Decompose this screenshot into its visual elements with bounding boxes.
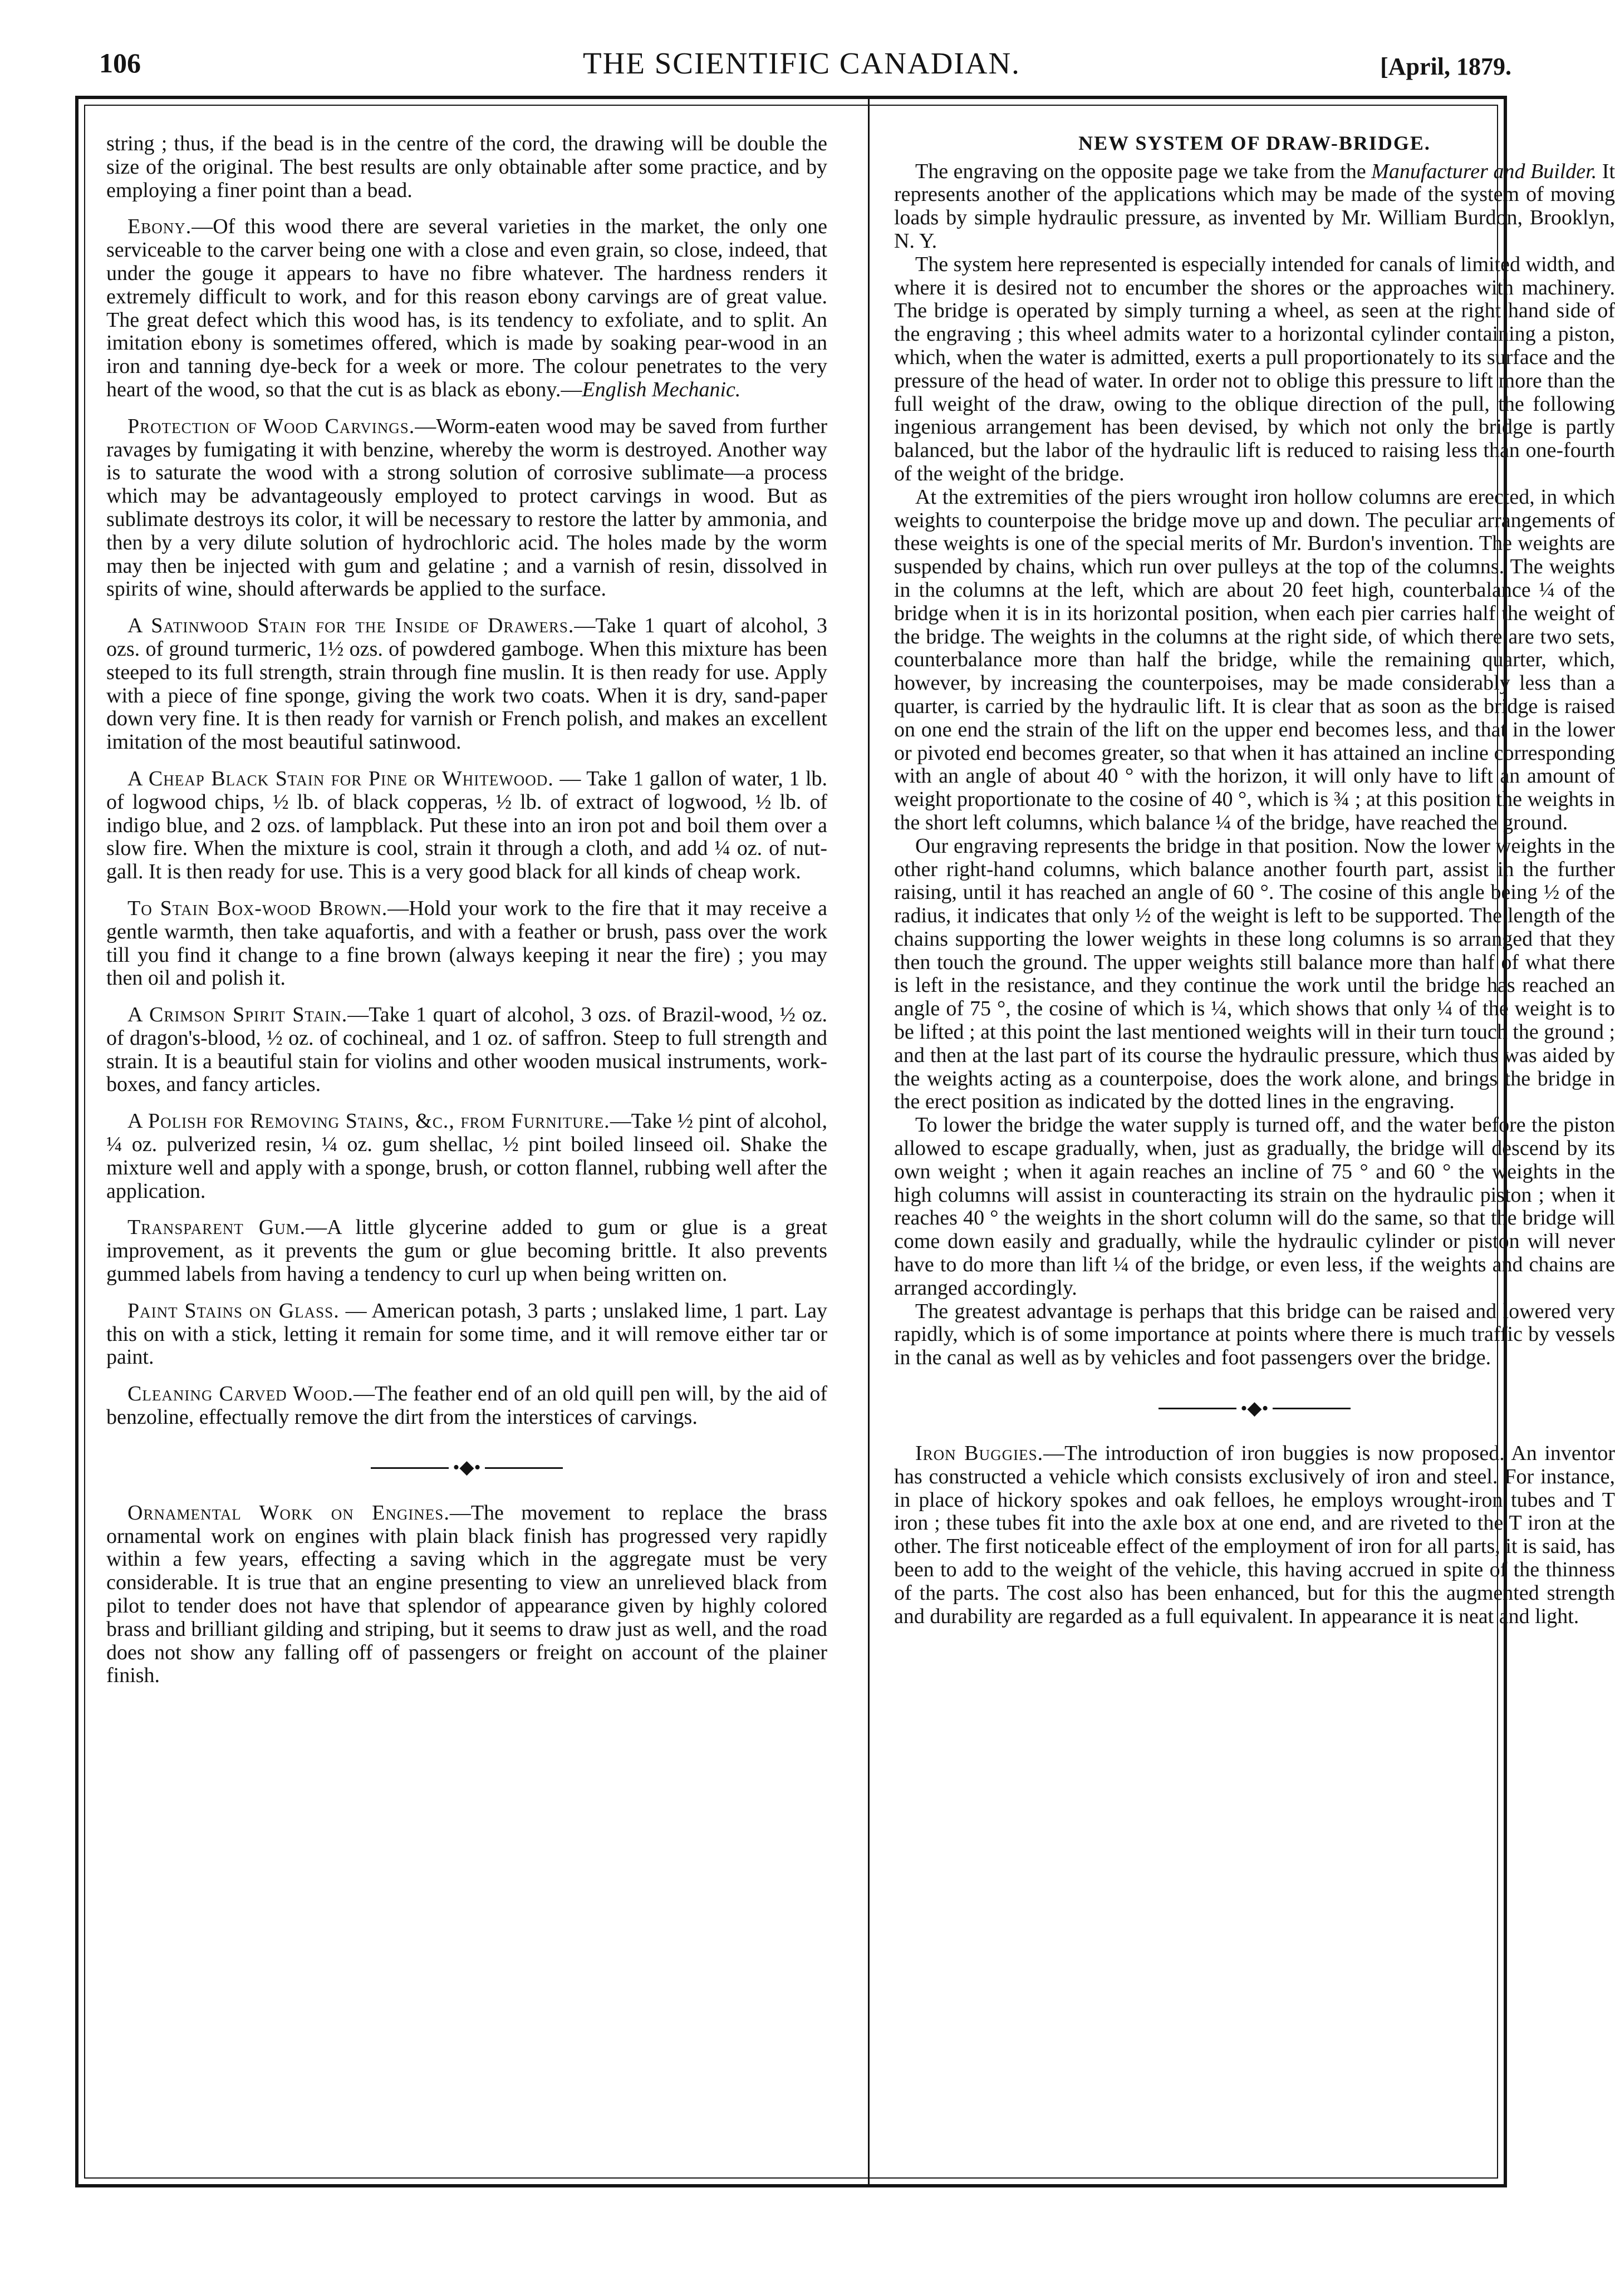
text-run: The engraving on the opposite page we take from the (915, 159, 1372, 183)
article-title: Transparent Gum. (127, 1216, 306, 1240)
article-paint (106, 1300, 827, 1369)
article-title: Cleaning Carved Wood. (127, 1382, 354, 1406)
article-black-stain (106, 768, 827, 884)
article-title: A Satinwood Stain for the Inside of Drawers. (127, 614, 575, 638)
right-column (894, 132, 1615, 1628)
article-protection (106, 415, 827, 601)
drawbridge-paragraph: The system here represented is especially intended for canals of limited width, and where it is desired not to encumber the shores or the approaches with machinery. The bridge is operated by simply turning a wheel, as seen at the right hand side of the engraving ; this wheel admits water to a horizontal cylinder containing a piston, which, when the water is admitted, exerts a pull proportionately to its surface and the pressure of the head of water. In order not to oblige this pressure to lift more than the full weight of the draw, owing to the oblique direction of the pull, the following ingenious arrangement has been devised, by which not only the bridge is partly balanced, but the labor of the hydraulic lift is reduced to raising less than one-fourth of the weight of the bridge. (894, 252, 1615, 485)
article-title: Ornamental Work on Engines. (127, 1501, 450, 1525)
journal-title: THE SCIENTIFIC CANADIAN. (583, 46, 1020, 80)
article-title: A Cheap Black Stain for Pine or Whitewood. (127, 766, 554, 790)
article-crimson (106, 1004, 827, 1097)
drawbridge-paragraph (894, 160, 1615, 253)
article-body: —The movement to replace the brass ornamental work on engines with plain black finish has progressed very rapidly within a few years, effecting a saving which in the aggregate must be very considerable. It is true that an engine presenting to view an unrelieved black from pilot to tender does not have that splendor of appearance given by highly colored brass and brilliant gilding and striping, but it seems to draw just as well, and the road does not show any falling off of passengers or freight on account of the plainer finish. (106, 1501, 827, 1688)
drawbridge-heading: NEW SYSTEM OF DRAW-BRIDGE. (1078, 132, 1431, 154)
ornament-divider: •◆• (894, 1397, 1615, 1419)
drawbridge-paragraph: Our engraving represents the bridge in that position. Now the lower weights in the other right-hand columns, which balance another fourth part, assist in the further raising, until it has reached an angle of 60 °. The cosine of this angle being ½ of the radius, it indicates that only ½ of the weight is left to be supported. The length of the chains supporting the lower weights in these long columns is so arranged that they then touch the ground. The upper weights still balance more than half of what there is left in the resistance, and they continue the work until the bridge has reached an angle of 75 °, the cosine of which is ¼, which shows that only ¼ of the weight is to be lifted ; at this point the last mentioned weights will in their turn touch the ground ; and then at the last part of its course the hydraulic pressure, which thus was aided by the weights acting as a counterpoise, does the work alone, and brings the bridge in the erect position as indicated by the dotted lines in the engraving. (894, 834, 1615, 1114)
article-source: English Mechanic. (582, 377, 741, 401)
running-head (84, 40, 1520, 90)
ornament-divider: •◆• (106, 1456, 827, 1478)
article-ebony (106, 215, 827, 401)
text-run: It represents another of the applications which may be made of the system of moving loads by simple hydraulic pressure, as invented by Mr. William Burdon, Brooklyn, N. Y. (894, 159, 1615, 253)
article-body: —Of this wood there are several varieties in the market, the only one serviceable to the carver being one with a close and even grain, so close, indeed, that under the gouge it appears to have no fibre whatever. The hardness renders it extremely difficult to work, and for this reason ebony carvings are of great value. The great defect which this wood has, is its tendency to exfoliate, and to split. An imitation ebony is sometimes offered, which is made by soaking pear-wood in an iron and tanning dye-beck for a week or more. The colour penetrates to the very heart of the wood, so that the cut is as black as ebony.— (106, 215, 827, 401)
article-body: —The feather end of an old quill pen will, by the aid of benzoline, effectually remove the dirt from the interstices of carvings. (106, 1382, 827, 1429)
article-satinwood (106, 614, 827, 754)
article-body: —Worm-eaten wood may be saved from further ravages by fumigating it with benzine, whereby the worm is destroyed. Another way is to saturate the wood with a strong solution of corrosive sublimate—a process which may be advantageously employed to protect carvings in wood. But as sublimate destroys its color, it will be necessary to restore the latter by ammonia, and then by a very dilute solution of hydrochloric acid. The holes made by the worm may then be injected with gum and gelatine ; and a varnish of resin, dissolved in spirits of wine, should afterwards be applied to the surface. (106, 414, 827, 601)
article-title: Protection of Wood Carvings. (127, 414, 415, 438)
article-body: — American potash, 3 parts ; unslaked lime, 1 part. Lay this on with a stick, letting it remain for some time, and it will remove either tar or paint. (106, 1299, 828, 1369)
article-body: —Take 1 quart of alcohol, 3 ozs. of ground turmeric, 1½ ozs. of powdered gamboge. When this mixture has been steeped to its full strength, strain through fine muslin. It is then ready for use. Apply with a piece of fine sponge, giving the work two coats. When it is dry, sand-paper down very fine. It is then ready for varnish or French polish, and makes an excellent imitation of the most beautiful satinwood. (106, 614, 827, 754)
drawbridge-paragraph: At the extremities of the piers wrought iron hollow columns are erected, in which weights to counterpoise the bridge move up and down. The peculiar arrangements of these weights is one of the special merits of Mr. Burdon's invention. The weights are suspended by chains, which run over pulleys at the top of the columns. The weights in the columns at the left, which are about 20 feet high, counterbalance ¼ of the bridge when it is in its horizontal position, when each pier carries half the weight of the bridge. The weights in the columns at the right side, of which there are two sets, counterbalance more than half the bridge, while the remaining quarter, which, however, by increasing the counterpoises, may be made considerably less than a quarter, is carried by the hydraulic lift. It is clear that as soon as the bridge is raised on one end the strain of the lift on the upper end becomes less, and that in the lower or pivoted end becomes greater, so that when it has attained an incline corresponding with an angle of about 40 ° with the horizon, it will only have to lift an amount of weight proportionate to the cosine of 40 °, which is ¾ ; at this position the weights in the short left columns, which balance ¼ of the bridge, have reached the ground. (894, 485, 1615, 834)
article-boxwood (106, 897, 827, 990)
article-body: —Take ½ pint of alcohol, ¼ oz. pulverized resin, ¼ oz. gum shellac, ½ pint boiled linseed oil. Shake the mixture well and apply with a sponge, brush, or cotton flannel, rubbing well after the application. (106, 1109, 827, 1203)
issue-date: [April, 1879. (1380, 53, 1511, 80)
article-title: To Stain Box-wood Brown. (127, 896, 388, 920)
column-rule (868, 99, 870, 2184)
article-gum (106, 1216, 827, 1286)
article-body: — Take 1 gallon of water, 1 lb. of logwood chips, ½ lb. of black copperas, ½ lb. of extract of logwood, ½ lb. of indigo blue, and 2 ozs. of lampblack. Put these into an iron pot and boil them over a slow fire. When the mixture is cool, strain it through a cloth, and add ¼ oz. of nut-gall. It is then ready for use. This is a very good black for all kinds of cheap work. (106, 766, 827, 884)
article-polish (106, 1110, 827, 1203)
drawbridge-paragraph: To lower the bridge the water supply is turned off, and the water before the piston allowed to escape gradually, when, just as gradually, the bridge will descend by its own weight ; when it again reaches an incline of 75 ° and 60 ° the weights in the high columns will assist in counteracting its strain on the hydraulic piston ; when it reaches 40 ° the weights in the short column will do the same, so that the bridge will come down easily and gradually, while the hydraulic cylinder or piston will never have to do more than lift ¼ of the bridge, or even less, if the weights and chains are arranged accordingly. (894, 1113, 1615, 1300)
article-iron-buggies (894, 1442, 1615, 1628)
paragraph-continued: string ; thus, if the bead is in the centre of the cord, the drawing will be double the size of the original. The best results are only obtainable after some practice, and by employing a finer point than a bead. (106, 132, 827, 202)
article-title: A Crimson Spirit Stain. (127, 1003, 348, 1027)
page-number: 106 (99, 47, 141, 78)
article-title: Iron Buggies. (915, 1441, 1044, 1465)
article-body: —A little glycerine added to gum or glue is a great improvement, as it prevents the gum or glue becoming brittle. It also prevents gummed labels from having a tendency to curl up when being written on. (106, 1216, 827, 1286)
drawbridge-paragraph: The greatest advantage is perhaps that this bridge can be raised and lowered very rapidly, which is of some importance at points where there is much traffic by vessels in the canal as well as by vehicles and foot passengers over the bridge. (894, 1299, 1615, 1370)
article-title: Ebony. (127, 215, 192, 239)
article-title: Paint Stains on Glass. (127, 1299, 340, 1322)
article-body: —The introduction of iron buggies is now proposed. An inventor has constructed a vehicle which consists exclusively of iron and steel. For instance, in place of hickory spokes and oak felloes, he employs wrought-iron tubes and T iron ; these tubes fit into the axle box at one end, and are riveted to the T iron at the other. The first noticeable effect of the employment of iron for all parts, it is said, has been to add to the weight of the vehicle, this having accrued in spite of the thinness of the parts. The cost also has been enhanced, but for this the augmented strength and durability are regarded as a full equivalent. In appearance it is neat and light. (894, 1441, 1615, 1628)
article-title: A Polish for Removing Stains, &c., from Furniture. (127, 1109, 610, 1133)
article-cleaning (106, 1383, 827, 1429)
article-body: —Take 1 quart of alcohol, 3 ozs. of Brazil-wood, ½ oz. of dragon's-blood, ½ oz. of cochineal, and 1 oz. of saffron. Steep to full strength and strain. It is a beautiful stain for violins and other wooden musical instruments, work-boxes, and fancy articles. (106, 1003, 827, 1097)
left-column (106, 132, 827, 1688)
article-body: —Hold your work to the fire that it may receive a gentle warmth, then take aquafortis, and with a feather or brush, pass over the work till you find it change to a fine brown (always keeping it near the fire) ; you may then oil and polish it. (106, 896, 827, 990)
article-ornamental (106, 1502, 827, 1688)
page-frame (75, 96, 1615, 2187)
article-source: Manufacturer and Builder. (1371, 159, 1597, 183)
